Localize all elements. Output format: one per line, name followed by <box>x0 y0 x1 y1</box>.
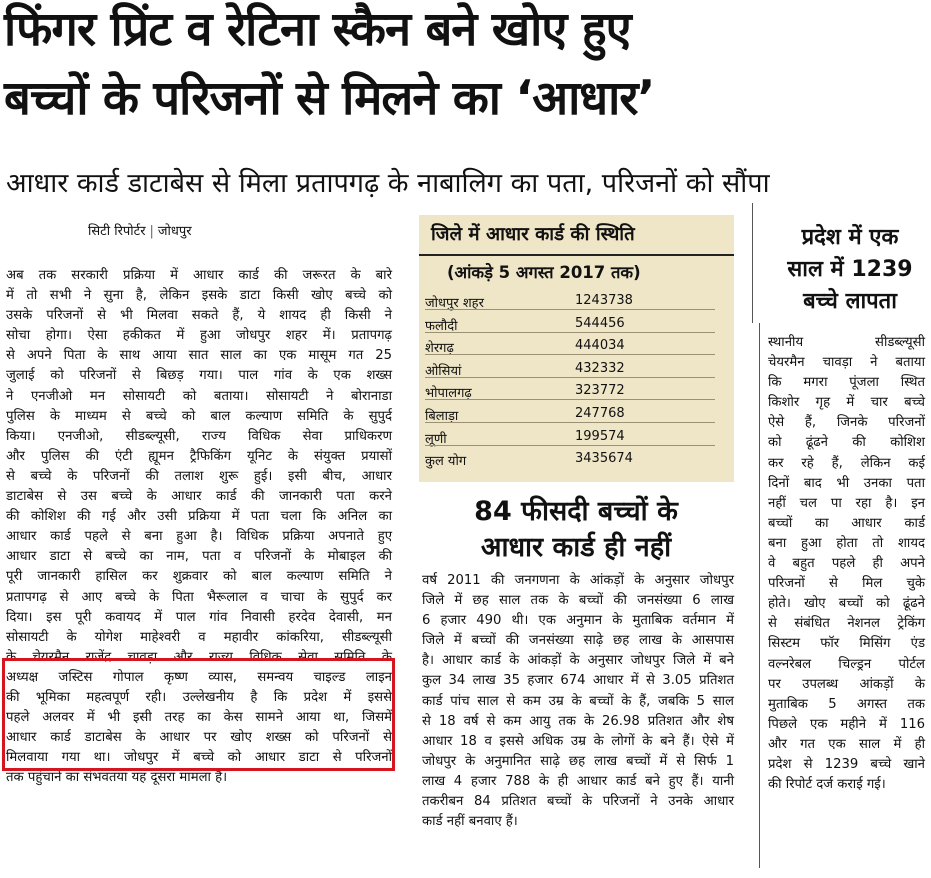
text-line: होते। खोए बच्चों को ढूंढने <box>768 596 925 612</box>
text-line: आधार कार्ड पहले से बना हुआ है। विधिक प्रक्रिया अपनाते हुए <box>6 529 392 545</box>
text-line: और पुलिस की एंटी ह्यूमन ट्रैफिकिंग यूनिट के संयुक्त प्रयासों <box>6 448 392 464</box>
text-line: जोधपुर के अनुमानित साढ़े छह लाख बच्चों में से सिर्फ 1 <box>422 753 734 769</box>
text-line: जिले में छह साल तक के बच्चों की जनसंख्या 6 लाख <box>422 593 734 609</box>
text-line: दिनों बाद भी उनका पता <box>768 475 925 491</box>
side-story-headline <box>420 494 732 566</box>
aadhaar-count: 323772 <box>575 383 625 399</box>
table-row <box>425 404 715 423</box>
table-title: जिले में आधार कार्ड की स्थिति <box>431 224 635 245</box>
column-divider-top <box>752 203 753 323</box>
row-divider <box>425 422 715 423</box>
column-divider <box>759 323 760 868</box>
text-line: की भूमिका महत्वपूर्ण रही। उल्लेखनीय है कि प्रदेश में इससे <box>6 689 392 705</box>
text-line: से अपने पिता के साथ आया सात साल का एक मासूम गत 25 <box>6 348 392 364</box>
text-line: में तो सभी ने सुना है, लेकिन इसके डाटा किसी खोए बच्चे को <box>6 288 392 304</box>
text-line: जिले में बच्चों की जनसंख्या साढ़े छह लाख के आसपास <box>422 633 734 649</box>
text-line: सिस्टम फॉर मिसिंग एंड <box>768 636 925 652</box>
side-story-body <box>422 571 734 832</box>
district-name: शेरगढ़ <box>425 341 454 357</box>
aadhaar-count: 444034 <box>575 338 625 354</box>
text-line: कार्ड नहीं बनवाए हैं। <box>422 814 518 830</box>
table-row <box>425 336 715 355</box>
text-line: वर्ष 2011 की जनगणना के आंकड़ों के अनुसार जोधपुर <box>422 573 734 588</box>
district-name: कुल योग <box>425 454 467 470</box>
row-divider <box>425 309 715 310</box>
table-subtitle: (आंकड़े 5 अगस्त 2017 तक) <box>447 263 641 282</box>
table-title-rule <box>419 254 734 256</box>
highlight-box <box>2 658 395 771</box>
text-line: बना हुआ होता तो शायद <box>768 535 925 551</box>
row-divider <box>425 354 715 355</box>
aadhaar-count: 247768 <box>575 406 625 421</box>
text-line: चेयरमैन चावड़ा ने बताया <box>768 355 925 371</box>
row-divider <box>425 445 715 446</box>
text-line: प्रदेश से 1239 बच्चे खाने <box>768 756 925 772</box>
aadhaar-count: 199574 <box>575 428 625 444</box>
text-line: प्रतापगढ़ से आए बच्चे के पिता भैरूलाल व चाचा के सुपुर्द कर <box>6 589 392 605</box>
text-line: ऐसे हैं, जिनके परिजनों <box>768 415 925 431</box>
headline-line-2: बच्चों के परिजनों से मिलने का ‘आधार’ <box>4 71 655 126</box>
table-row <box>425 291 715 310</box>
text-line: मुताबिक 5 अगस्त तक <box>768 696 925 712</box>
text-line: आधार 18 व इससे अधिक उम्र के लोगों के बने हैं। ऐसे में <box>422 733 734 749</box>
text-line: सोचा होगा। ऐसा हकीकत में हुआ जोधपुर शहर में। प्रतापगढ़ <box>6 328 392 344</box>
text-line: डाटाबेस से उस बच्चे के आधार कार्ड की जानकारी पता करने <box>6 489 392 505</box>
text-line: परिजनों से मिल चुके <box>768 576 925 592</box>
text-line: आधार कार्ड डाटाबेस के आधार पर खोए शख्स को परिजनों से <box>6 730 392 746</box>
text-line: अध्यक्ष जस्टिस गोपाल कृष्ण व्यास, समन्वय चाइल्ड लाइन <box>6 669 392 685</box>
aadhaar-count: 3435674 <box>575 451 633 467</box>
side-headline-line-2: आधार कार्ड ही नहीं <box>480 532 672 563</box>
text-line: वल्नरेबल चिल्ड्रन पोर्टल <box>768 656 925 672</box>
aadhaar-count: 1243738 <box>575 293 633 308</box>
subheadline: आधार कार्ड डाटाबेस से मिला प्रतापगढ़ के नाबालिग का पता, परिजनों को सौंपा <box>6 168 770 199</box>
text-line: स्थानीय सीडब्ल्यूसी <box>768 335 925 350</box>
text-line: उसके परिजनों से भी मिलवा सकते हैं, ये शायद ही किसी ने <box>6 308 392 324</box>
district-name: ओसियां <box>425 363 462 379</box>
text-line: कुल 34 लाख 35 हजार 674 आधार में से 3.05 प्रतिशत <box>422 673 734 689</box>
text-line: आधार डाटा से बच्चे का नाम, पता व परिजनों के मोबाइल की <box>6 549 392 565</box>
text-line: 6 हजार 490 थी। एक अनुमान के मुताबिक वर्तमान में <box>422 613 734 629</box>
text-line: पुलिस के माध्यम से बच्चे को बाल कल्याण समिति के सुपुर्द <box>6 408 392 424</box>
text-line: पर उपलब्ध आंकड़ों के <box>768 676 925 692</box>
dateline-location: जोधपुर <box>157 224 192 239</box>
table-row <box>425 381 715 400</box>
aadhaar-count: 544456 <box>575 315 625 331</box>
district-name: जोधपुर शहर <box>425 296 484 311</box>
text-line: कि मगरा पूंजला स्थित <box>768 375 925 391</box>
text-line: लाख 4 हजार 788 के ही आधार कार्ड बने हुए हैं। यानी <box>422 773 734 789</box>
row-divider <box>425 377 715 378</box>
text-line: तक पहुंचाने का संभवतया यह दूसरा मामला है। <box>6 770 228 786</box>
text-line: पिछले एक महीने में 116 <box>768 716 925 732</box>
text-line: की कोशिश की गई और उसी प्रक्रिया में पता चला कि अनिल का <box>6 509 392 525</box>
byline-separator: | <box>149 224 154 239</box>
text-line: के चेयरमैन राजेंद्र चावड़ा और राज्य विधिक सेवा समिति के <box>6 649 392 665</box>
headline-line-1: फिंगर प्रिंट व रेटिना स्कैन बने खोए हुए <box>4 2 631 57</box>
right-headline-line-2: साल में 1239 <box>787 257 913 282</box>
district-name: भोपालगढ़ <box>425 386 472 402</box>
text-line: से 18 वर्ष से कम आयु तक के 26.98 प्रतिशत और शेष <box>422 713 734 729</box>
text-line: से बच्चे के परिजनों की तलाश शुरू हुई। इसी बीच, आधार <box>6 468 392 484</box>
right-story-headline <box>775 222 925 318</box>
district-name: बिलाड़ा <box>425 409 459 424</box>
text-line: मिलवाया गया था। जोधपुर में बच्चे को आधार डाटा से परिजनों <box>6 750 392 766</box>
right-story-body <box>768 333 925 795</box>
text-line: दिया। इस पूरी कवायद में पाल गांव निवासी हरदेव देवासी, मन <box>6 609 392 625</box>
text-line: सोसायटी के योगेश माहेश्वरी व महावीर कांकरिया, सीडब्ल्यूसी <box>6 629 392 645</box>
text-line: को ढूंढने की कोशिश <box>768 435 925 451</box>
text-line: पूरी जानकारी हासिल कर शुक्रवार को बाल कल्याण समिति ने <box>6 569 392 585</box>
right-headline-line-1: प्रदेश में एक <box>801 225 899 250</box>
text-line: और गत एक साल में ही <box>768 736 925 752</box>
row-divider <box>425 332 715 333</box>
text-line: किशोर गृह में चार बच्चे <box>768 395 925 411</box>
right-headline-line-3: बच्चे लापता <box>803 289 897 314</box>
text-line: अब तक सरकारी प्रक्रिया में आधार कार्ड की जरूरत के बारे <box>6 268 392 283</box>
text-line: ने एनजीओ मन सोसायटी को बताया। सोसायटी ने बोरानाडा <box>6 388 392 404</box>
table-row <box>425 314 715 333</box>
text-line: कर रहे हैं, लेकिन कई <box>768 455 925 471</box>
district-name: फलौदी <box>425 318 458 334</box>
text-line: बच्चों का आधार कार्ड <box>768 515 925 531</box>
text-line: तकरीबन 84 प्रतिशत बच्चों के परिजनों ने उनके आधार <box>422 794 734 810</box>
text-line: से संबंधित नेशनल ट्रेकिंग <box>768 616 925 632</box>
district-name: लूणी <box>425 431 447 447</box>
row-divider <box>425 399 715 400</box>
table-row <box>425 359 715 378</box>
text-line: कार्ड पांच साल से कम उम्र के बच्चों के हैं, जबकि 5 साल <box>422 693 734 709</box>
side-headline-line-1: 84 फीसदी बच्चों के <box>474 496 678 527</box>
aadhaar-count: 432332 <box>575 360 625 376</box>
district-aadhaar-table <box>419 215 734 482</box>
table-row <box>425 449 715 468</box>
reporter-name: सिटी रिपोर्टर <box>88 224 146 239</box>
table-row <box>425 427 715 446</box>
text-line: है। आधार कार्ड के आंकड़ों के अनुसार जोधपुर जिले में बने <box>422 653 734 669</box>
text-line: किया। एनजीओ, सीडब्ल्यूसी, राज्य विधिक सेवा प्राधिकरण <box>6 428 392 444</box>
byline <box>88 221 192 239</box>
text-line: वे बहुत पहले ही अपने <box>768 556 925 572</box>
text-line: जुलाई को परिजनों से बिछड़ गया। पाल गांव के एक शख्स <box>6 368 392 384</box>
text-line: नहीं चल पा रहा है। इन <box>768 495 925 511</box>
text-line: की रिपोर्ट दर्ज कराई गई। <box>768 777 886 793</box>
text-line: पहले अलवर में भी इसी तरह का केस सामने आया था, जिसमें <box>6 710 392 726</box>
